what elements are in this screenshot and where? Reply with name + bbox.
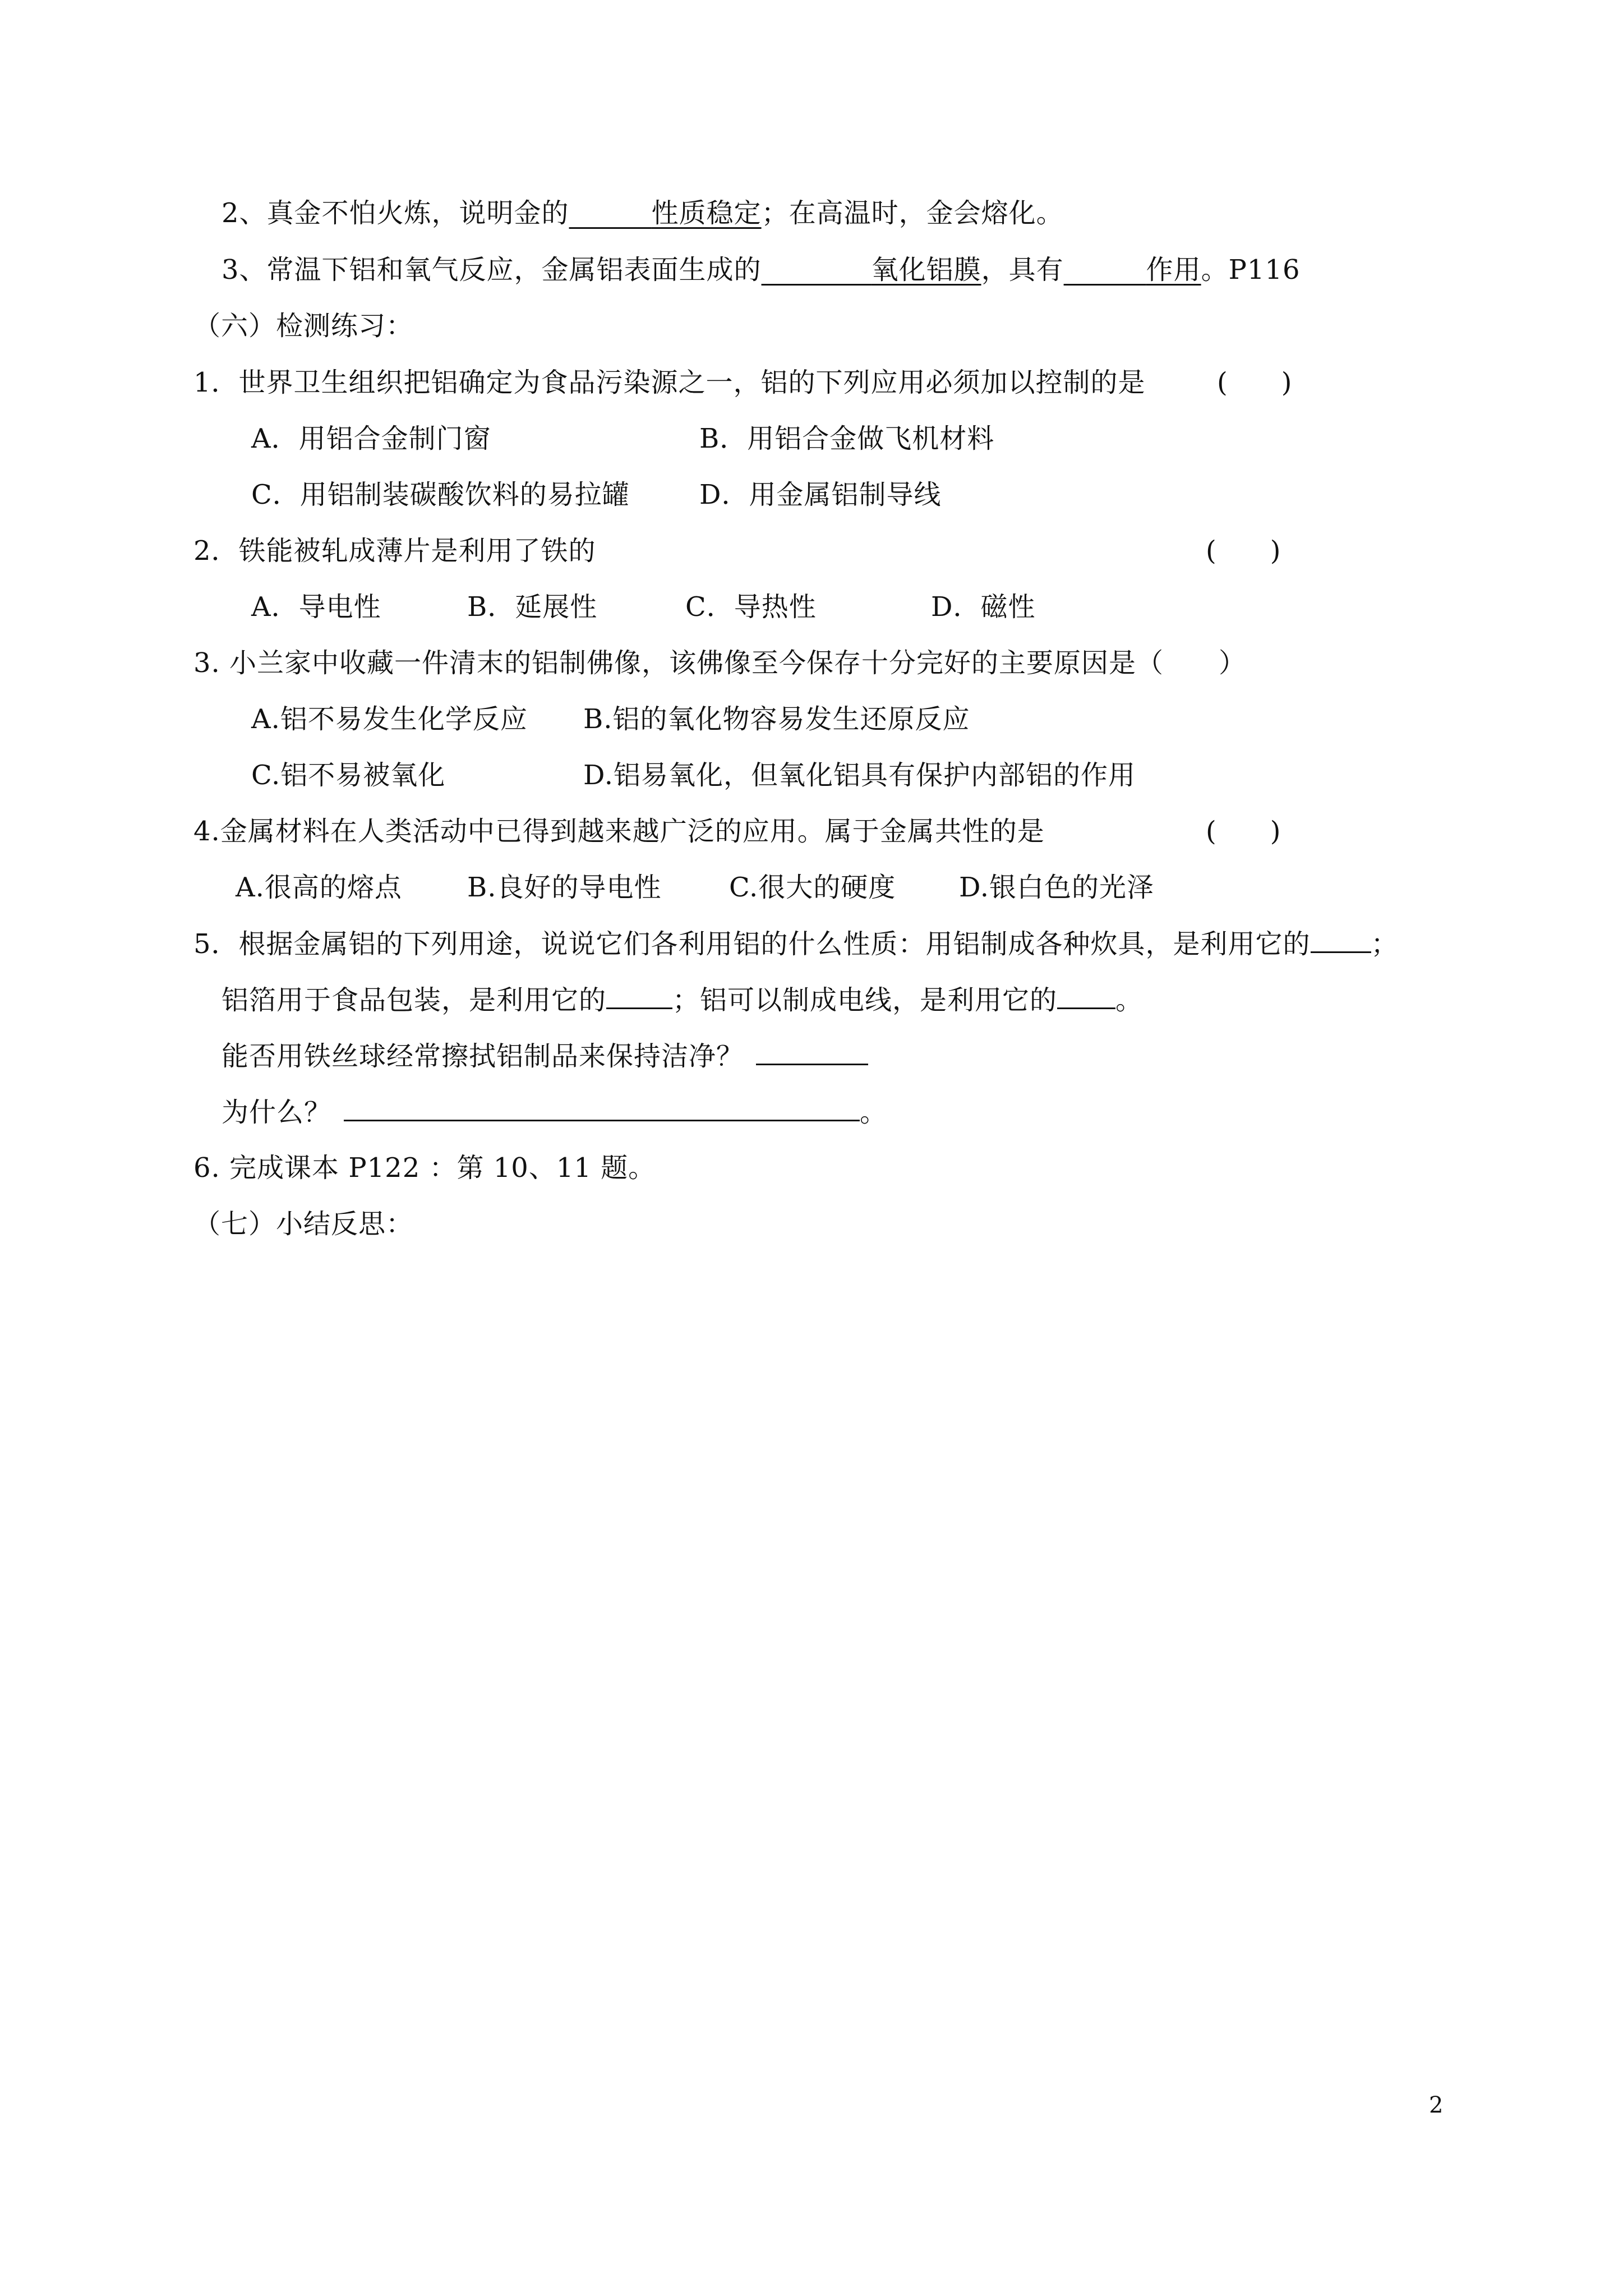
question-3-option-d: D.铝易氧化，但氧化铝具有保护内部铝的作用 — [583, 760, 1136, 791]
question-5-line-4: 为什么？ 。 — [222, 1095, 887, 1129]
question-2-option-b: B．延展性 — [467, 591, 598, 623]
review-item-3-answer-1: 氧化铝膜 — [871, 254, 981, 286]
review-item-3 — [222, 253, 1301, 287]
blank-steel-wool-answer[interactable] — [756, 1039, 868, 1065]
question-2-option-d: D．磁性 — [931, 591, 1036, 623]
question-4-answer-paren: ( ) — [1206, 816, 1281, 847]
question-5-line-1: 5．根据金属铝的下列用途，说说它们各利用铝的什么性质：用铝制成各种炊具，是利用它的 ； — [193, 927, 1399, 961]
question-1-answer-paren: ( ) — [1217, 367, 1292, 398]
question-6: 6. 完成课本 P122 ：第 10、11 题。 — [193, 1152, 656, 1184]
review-item-2-answer: 性质稳定 — [651, 197, 762, 229]
question-4-option-d: D.银白色的光泽 — [959, 872, 1155, 903]
section-7-heading: （七）小结反思： — [193, 1208, 414, 1240]
review-item-3-suffix: 。P116 — [1201, 254, 1301, 286]
question-5-line-3: 能否用铁丝球经常擦拭铝制品来保持洁净？ — [222, 1039, 868, 1073]
review-item-2-suffix: ；在高温时，金会熔化。 — [761, 197, 1064, 229]
question-4-option-c: C.很大的硬度 — [729, 872, 896, 903]
blank-foil-property[interactable] — [606, 983, 672, 1009]
question-2-answer-paren: ( ) — [1206, 535, 1281, 567]
review-item-3-answer-2: 作用 — [1146, 254, 1201, 286]
question-4-stem: 4.金属材料在人类活动中已得到越来越广泛的应用。属于金属共性的是 — [193, 816, 1045, 847]
page-number: 2 — [1429, 2092, 1444, 2118]
review-item-2-prefix: 2、真金不怕火炼，说明金的 — [222, 197, 569, 229]
review-item-3-middle: ，具有 — [981, 254, 1064, 286]
question-5-line-2: 铝箔用于食品包装，是利用它的 ；铝可以制成电线，是利用它的 。 — [222, 983, 1143, 1017]
question-2-stem: 2．铁能被轧成薄片是利用了铁的 — [193, 535, 596, 567]
question-1-stem: 1．世界卫生组织把铝确定为食品污染源之一，铝的下列应用必须加以控制的是 — [193, 367, 1146, 398]
blank-cookware-property[interactable] — [1311, 927, 1371, 953]
question-1-option-b: B．用铝合金做飞机材料 — [699, 423, 995, 454]
question-3-option-c: C.铝不易被氧化 — [251, 760, 446, 791]
question-4-option-a: A.很高的熔点 — [236, 872, 402, 903]
question-2-option-a: A．导电性 — [251, 591, 381, 623]
question-1-option-c: C．用铝制装碳酸饮料的易拉罐 — [251, 479, 630, 510]
question-1-option-a: A．用铝合金制门窗 — [251, 423, 491, 454]
review-item-3-prefix: 3、常温下铝和氧气反应，金属铝表面生成的 — [222, 254, 762, 286]
review-item-2 — [222, 196, 1064, 230]
question-3-option-a: A.铝不易发生化学反应 — [251, 703, 528, 735]
section-6-heading: （六）检测练习： — [193, 310, 414, 342]
blank-reason-answer[interactable] — [344, 1095, 860, 1121]
blank-wire-property[interactable] — [1057, 983, 1115, 1009]
question-3-option-b: B.铝的氧化物容易发生还原反应 — [583, 703, 970, 735]
question-2-option-c: C．导热性 — [685, 591, 817, 623]
question-3-stem: 3. 小兰家中收藏一件清末的铝制佛像，该佛像至今保存十分完好的主要原因是（ ） — [193, 647, 1247, 679]
question-4-option-b: B.良好的导电性 — [467, 872, 662, 903]
question-1-option-d: D．用金属铝制导线 — [699, 479, 942, 510]
